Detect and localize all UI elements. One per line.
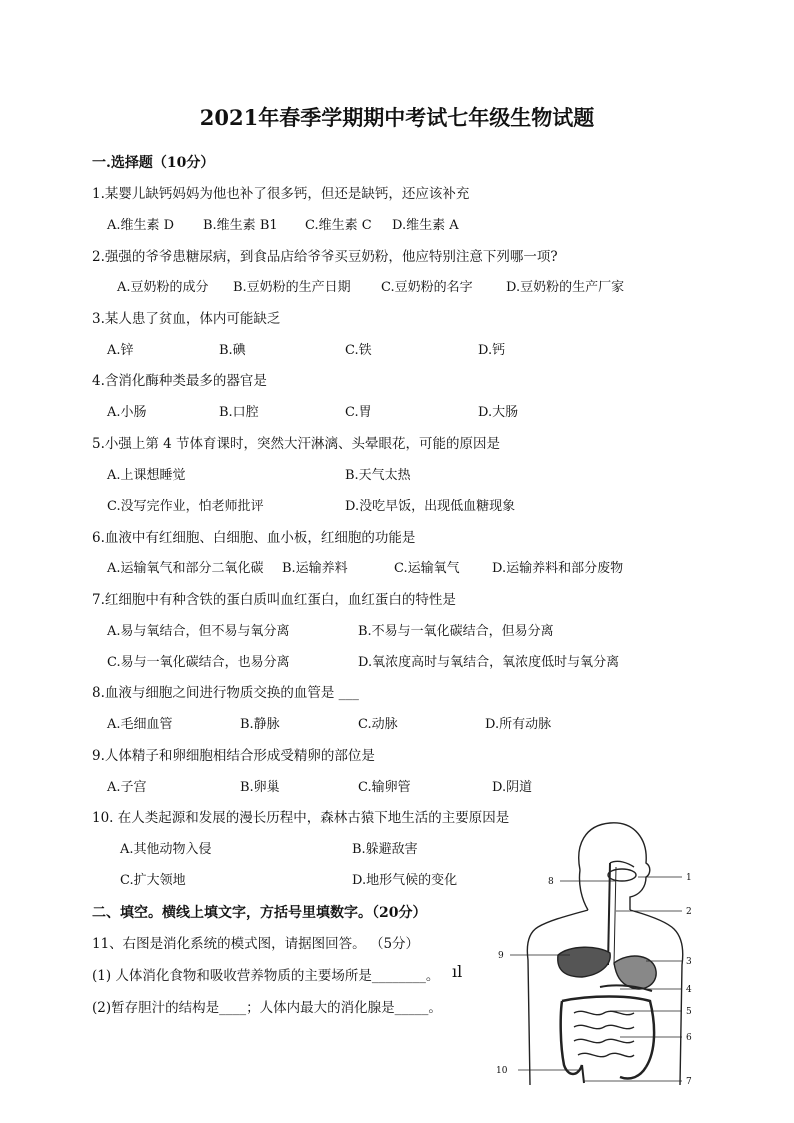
neck-outline <box>579 870 588 910</box>
label-1: 1 <box>686 873 692 883</box>
question-stem: 9.人体精子和卵细胞相结合形成受精卵的部位是 <box>92 748 375 764</box>
option: A.豆奶粉的成分 <box>117 280 209 295</box>
option: D.维生素 A <box>392 218 459 233</box>
label-10: 10 <box>496 1066 508 1076</box>
option: C.铁 <box>345 343 372 358</box>
option: B.卵巢 <box>240 780 280 795</box>
question-stem: 5.小强上第 4 节体育课时，突然大汗淋漓、头晕眼花，可能的原因是 <box>92 436 501 452</box>
option: C.维生素 C <box>305 218 372 233</box>
appendix <box>582 1065 584 1083</box>
esophagus-wall <box>614 867 616 965</box>
section2-heading: 二、填空。横线上填文字，方括号里填数字。（20分） <box>92 905 427 921</box>
question-stem: 10. 在人类起源和发展的漫长历程中，森林古猿下地生活的主要原因是 <box>92 810 510 826</box>
question-11-part2: (2)暂存胆汁的结构是____；人体内最大的消化腺是_____。 <box>92 1000 442 1016</box>
option: B.碘 <box>219 343 246 358</box>
question-stem: 2.强强的爷爷患糖尿病，到食品店给爷爷买豆奶粉，他应特别注意下列哪一项? <box>92 249 558 265</box>
option: C.运输氧气 <box>394 561 460 576</box>
option: D.钙 <box>478 343 506 358</box>
option: B.躲避敌害 <box>352 842 418 857</box>
question-stem: 7.红细胞中有种含铁的蛋白质叫血红蛋白，血红蛋白的特性是 <box>92 592 456 608</box>
label-7: 7 <box>686 1077 692 1087</box>
option: D.氧浓度高时与氧结合，氧浓度低时与氧分离 <box>358 655 620 670</box>
option: C.动脉 <box>358 717 398 732</box>
option: D.运输养料和部分废物 <box>492 561 624 576</box>
label-5: 5 <box>686 1007 692 1017</box>
option: C.没写完作业，怕老师批评 <box>107 499 264 514</box>
option: A.锌 <box>107 343 134 358</box>
pharynx <box>610 861 634 867</box>
digestive-diagram-svg <box>470 815 710 1090</box>
scan-artifact: ıl <box>452 962 463 981</box>
digestive-system-diagram <box>470 815 710 1090</box>
option: A.其他动物入侵 <box>120 842 212 857</box>
question-stem: 4.含消化酶种类最多的器官是 <box>92 373 267 389</box>
option: A.毛细血管 <box>107 717 173 732</box>
label-6: 6 <box>686 1033 692 1043</box>
option: B.维生素 B1 <box>203 218 278 233</box>
option: A.小肠 <box>107 405 147 420</box>
option: D.阴道 <box>492 780 533 795</box>
option: D.没吃早饭，出现低血糖现象 <box>345 499 516 514</box>
option: C.输卵管 <box>358 780 411 795</box>
page-title: 2021年春季学期期中考试七年级生物试题 <box>199 105 595 130</box>
section1-heading: 一.选择题（10分） <box>92 155 215 171</box>
question-stem: 3.某人患了贫血，体内可能缺乏 <box>92 311 281 327</box>
label-2: 2 <box>686 907 692 917</box>
question-11-part1: (1) 人体消化食物和吸收营养物质的主要场所是________。 <box>92 968 440 984</box>
question-stem: 6.血液中有红细胞、白细胞、血小板，红细胞的功能是 <box>92 530 416 546</box>
option: A.维生素 D <box>107 218 175 233</box>
option: A.易与氧结合，但不易与氧分离 <box>107 624 290 639</box>
small-intestine <box>574 1011 634 1056</box>
option: A.子宫 <box>107 780 147 795</box>
liver <box>558 947 610 977</box>
option: C.豆奶粉的名字 <box>381 280 473 295</box>
option: B.不易与一氧化碳结合，但易分离 <box>358 624 554 639</box>
label-9: 9 <box>498 951 504 961</box>
option: B.豆奶粉的生产日期 <box>233 280 351 295</box>
option: B.天气太热 <box>345 468 411 483</box>
option: D.豆奶粉的生产厂家 <box>506 280 625 295</box>
option: A.上课想睡觉 <box>107 468 186 483</box>
head-outline <box>579 823 650 910</box>
option: A.运输氧气和部分二氧化碳 <box>107 561 264 576</box>
option: D.大肠 <box>478 405 519 420</box>
option: B.运输养料 <box>282 561 348 576</box>
question-stem: 1.某婴儿缺钙妈妈为他也补了很多钙，但还是缺钙，还应该补充 <box>92 186 470 202</box>
option: B.口腔 <box>219 405 259 420</box>
label-4: 4 <box>686 985 692 995</box>
question-stem: 8.血液与细胞之间进行物质交换的血管是 ___ <box>92 685 359 701</box>
option: D.所有动脉 <box>485 717 552 732</box>
label-3: 3 <box>686 957 692 967</box>
question-11-stem: 11、右图是消化系统的模式图，请据图回答。 （5分） <box>92 936 420 952</box>
large-intestine-transverse <box>562 997 654 1068</box>
option: C.易与一氧化碳结合，也易分离 <box>107 655 290 670</box>
option: D.地形气候的变化 <box>352 873 458 888</box>
option: C.胃 <box>345 405 372 420</box>
rectum <box>620 1067 646 1079</box>
salivary-gland <box>608 869 636 881</box>
label-8: 8 <box>548 877 554 887</box>
option: C.扩大领地 <box>120 873 186 888</box>
option: B.静脉 <box>240 717 280 732</box>
